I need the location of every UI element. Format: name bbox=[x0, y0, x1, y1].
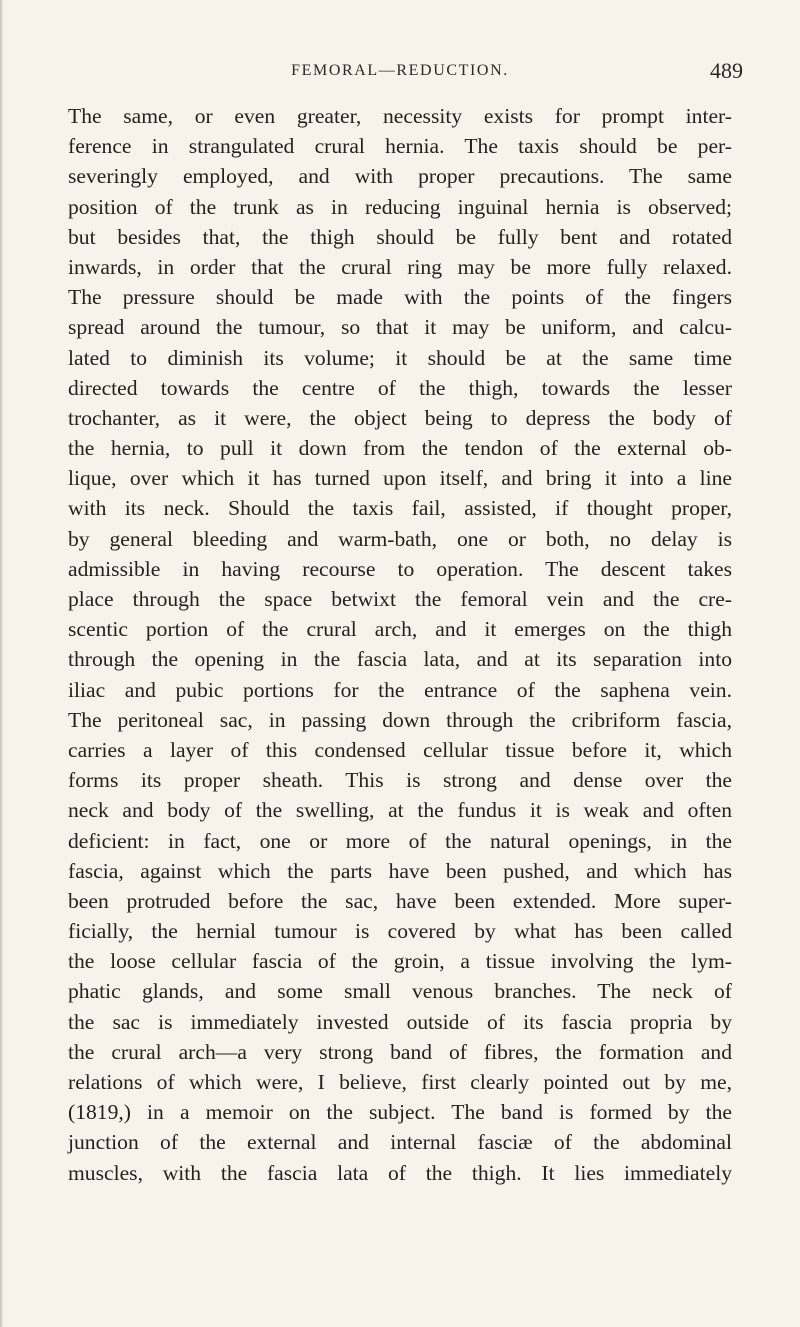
text-line: by general bleeding and warm-bath, one or both, no delay is bbox=[68, 526, 732, 551]
text-line: forms its proper sheath. This is strong and dense over the bbox=[68, 768, 732, 793]
text-line: position of the trunk as in reducing inguinal hernia is observed; bbox=[68, 194, 732, 219]
text-line: scentic portion of the crural arch, and it emerges on the thigh bbox=[68, 617, 732, 642]
page-edge-shadow bbox=[0, 0, 3, 1327]
page-number: 489 bbox=[710, 58, 743, 83]
text-line: severingly employed, and with proper precautions. The same bbox=[68, 164, 732, 189]
text-line: relations of which were, I believe, first clearly pointed out by me, bbox=[68, 1070, 732, 1094]
text-line: ference in strangulated crural hernia. The taxis should be per- bbox=[68, 134, 732, 159]
text-line: place through the space betwixt the femoral vein and the cre- bbox=[68, 587, 732, 611]
text-line: muscles, with the fascia lata of the thigh. It lies immediately bbox=[68, 1160, 732, 1185]
text-line: The same, or even greater, necessity exists for prompt inter- bbox=[68, 104, 732, 128]
text-line: with its neck. Should the taxis fail, assisted, if thought proper, bbox=[68, 496, 732, 521]
text-line: spread around the tumour, so that it may be uniform, and calcu- bbox=[68, 315, 732, 340]
text-line: lated to diminish its volume; it should be at the same time bbox=[68, 345, 732, 370]
text-line: The peritoneal sac, in passing down through the cribriform fascia, bbox=[68, 707, 732, 732]
text-line: carries a layer of this condensed cellular tissue before it, which bbox=[68, 737, 732, 762]
text-line: through the opening in the fascia lata, and at its separation into bbox=[68, 647, 732, 672]
text-line: the crural arch—a very strong band of fibres, the formation and bbox=[68, 1039, 732, 1064]
text-line: trochanter, as it were, the object being to depress the body of bbox=[68, 405, 732, 430]
running-head bbox=[68, 58, 743, 88]
text-line: The pressure should be made with the points of the fingers bbox=[68, 285, 732, 310]
text-line: (1819,) in a memoir on the subject. The band is formed by the bbox=[68, 1100, 732, 1125]
body-paragraph bbox=[68, 101, 732, 1188]
text-line: inwards, in order that the crural ring may be more fully relaxed. bbox=[68, 254, 732, 279]
text-line: the loose cellular fascia of the groin, a tissue involving the lym- bbox=[68, 949, 732, 974]
text-line: the sac is immediately invested outside of its fascia propria by bbox=[68, 1009, 732, 1034]
text-line: the hernia, to pull it down from the tendon of the external ob- bbox=[68, 436, 732, 461]
running-head-title: FEMORAL—REDUCTION. bbox=[291, 62, 509, 79]
text-line: admissible in having recourse to operation. The descent takes bbox=[68, 556, 732, 581]
text-line: junction of the external and internal fasciæ of the abdominal bbox=[68, 1130, 732, 1155]
text-line: lique, over which it has turned upon itself, and bring it into a line bbox=[68, 466, 732, 491]
text-line: ficially, the hernial tumour is covered by what has been called bbox=[68, 919, 732, 944]
text-line: deficient: in fact, one or more of the natural openings, in the bbox=[68, 828, 732, 853]
text-line: phatic glands, and some small venous branches. The neck of bbox=[68, 979, 732, 1004]
text-line: directed towards the centre of the thigh, towards the lesser bbox=[68, 375, 732, 400]
text-line: iliac and pubic portions for the entrance of the saphena vein. bbox=[68, 677, 732, 702]
text-line: been protruded before the sac, have been extended. More super- bbox=[68, 888, 732, 913]
text-line: fascia, against which the parts have been pushed, and which has bbox=[68, 858, 732, 883]
text-line: neck and body of the swelling, at the fundus it is weak and often bbox=[68, 798, 732, 823]
text-line: but besides that, the thigh should be fully bent and rotated bbox=[68, 224, 732, 249]
